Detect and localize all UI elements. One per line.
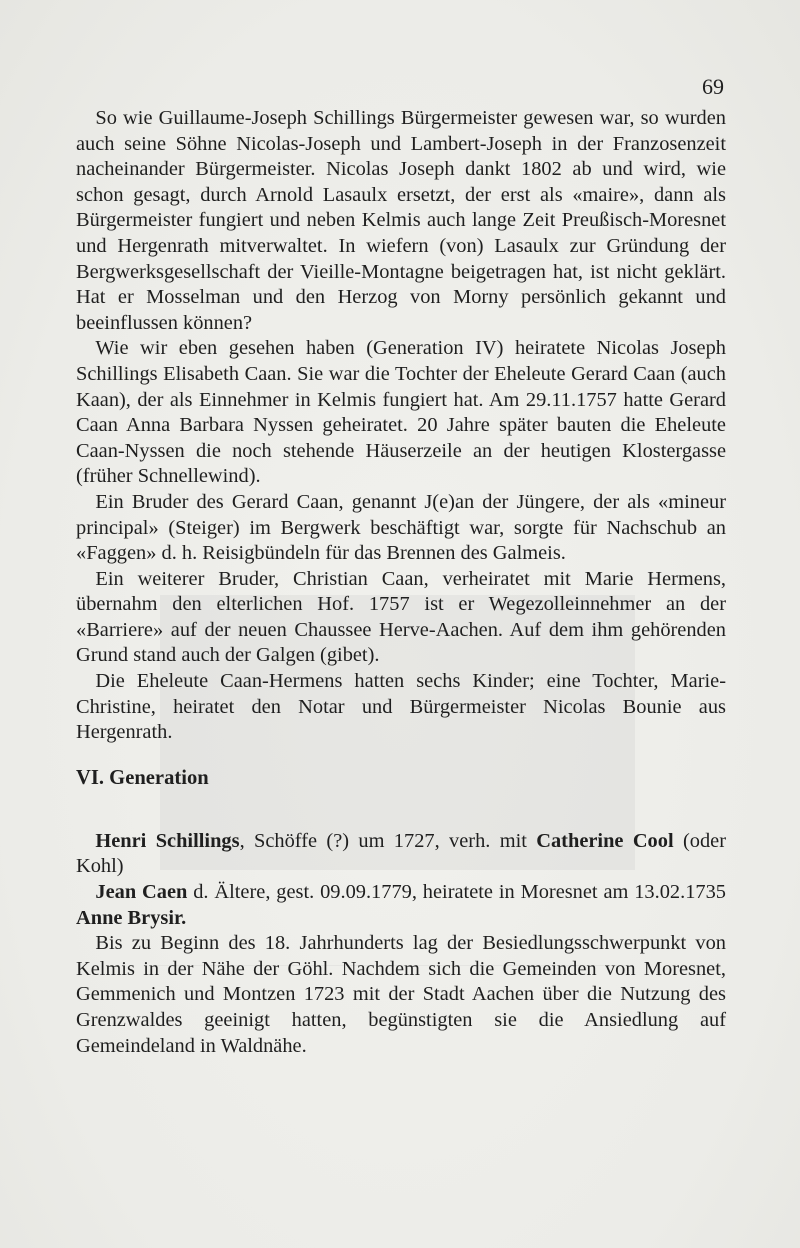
paragraph: Die Eheleute Caan-Hermens hatten sechs Kinder; eine Tochter, Marie-Christine, heiratet den Notar und Bürgermeister Nicolas Bounie aus Hergenrath. [76,670,726,744]
entry-text: d. Ältere, gest. 09.09.1779, heiratete in Moresnet am 13.02.1735 [187,881,726,904]
paragraph: Wie wir eben gesehen haben (Generation IV) heiratete Nicolas Joseph Schillings Elisabeth Caan. Sie war die Tochter der Eheleute Gerard Caan (auch Kaan), der als Einnehmer in Kelmis fungiert hat. Am 29.11.1757 hatte Gerard Caan Anna Barbara Nyssen geheiratet. 20 Jahre später bauten die Eheleute Caan-Nyssen die noch stehende Häuserzeile an der heutigen Klostergasse (früher Schnellewind). [76,337,726,488]
paragraph: Bis zu Beginn des 18. Jahrhunderts lag der Besiedlungsschwerpunkt von Kelmis in der Nähe der Göhl. Nachdem sich die Gemeinden von Moresnet, Gemmenich und Montzen 1723 mit der Stadt Aachen über die Nutzung des Grenzwaldes geeinigt hatten, begünstigten sie die Ansiedlung auf Gemeindeland in Waldnähe. [76,932,726,1057]
section-heading: VI. Generation [76,766,209,789]
person-name: Henri Schillings [95,829,240,852]
page-number: 69 [702,74,724,99]
body-text [76,106,726,1059]
paragraph: Ein weiterer Bruder, Christian Caan, verheiratet mit Marie Hermens, übernahm den elterlichen Hof. 1757 ist er Wegezolleinnehmer an der «Barriere» auf der neuen Chaussee Herve-Aachen. Auf dem ihm gehörenden Grund stand auch der Galgen (gibet). [76,567,726,667]
paragraph: So wie Guillaume-Joseph Schillings Bürgermeister gewesen war, so wurden auch seine Söhne Nicolas-Joseph und Lambert-Joseph in der Franzosenzeit nacheinander Bürgermeister. Nicolas Joseph dankt 1802 ab und wird, wie schon gesagt, durch Arnold Lasaulx ersetzt, der erst als «maire», dann als Bürgermeister fungiert und neben Kelmis auch lange Zeit Preußisch-Moresnet und Hergenrath mitverwaltet. In wiefern (von) Lasaulx zur Gründung der Bergwerksgesellschaft der Vieille-Montagne beigetragen hat, ist nicht geklärt. Hat er Mosselman und den Herzog von Morny persönlich gekannt und beeinflussen können? [76,107,726,334]
paragraph: Ein Bruder des Gerard Caan, genannt J(e)an der Jüngere, der als «mineur principal» (Steiger) im Bergwerk beschäftigt war, sorgte für Nachschub an «Faggen» d. h. Reisigbündeln für das Brennen des Galmeis. [76,490,726,565]
genealogy-entry [76,880,726,931]
spouse-name: Catherine Cool [536,829,674,852]
genealogy-entry [76,829,726,880]
entry-text: , Schöffe (?) um 1727, verh. mit [239,829,537,852]
spouse-name: Anne Brysir. [76,906,187,929]
person-name: Jean Caen [95,881,188,904]
entry-text: (oder Kohl) [76,829,726,878]
